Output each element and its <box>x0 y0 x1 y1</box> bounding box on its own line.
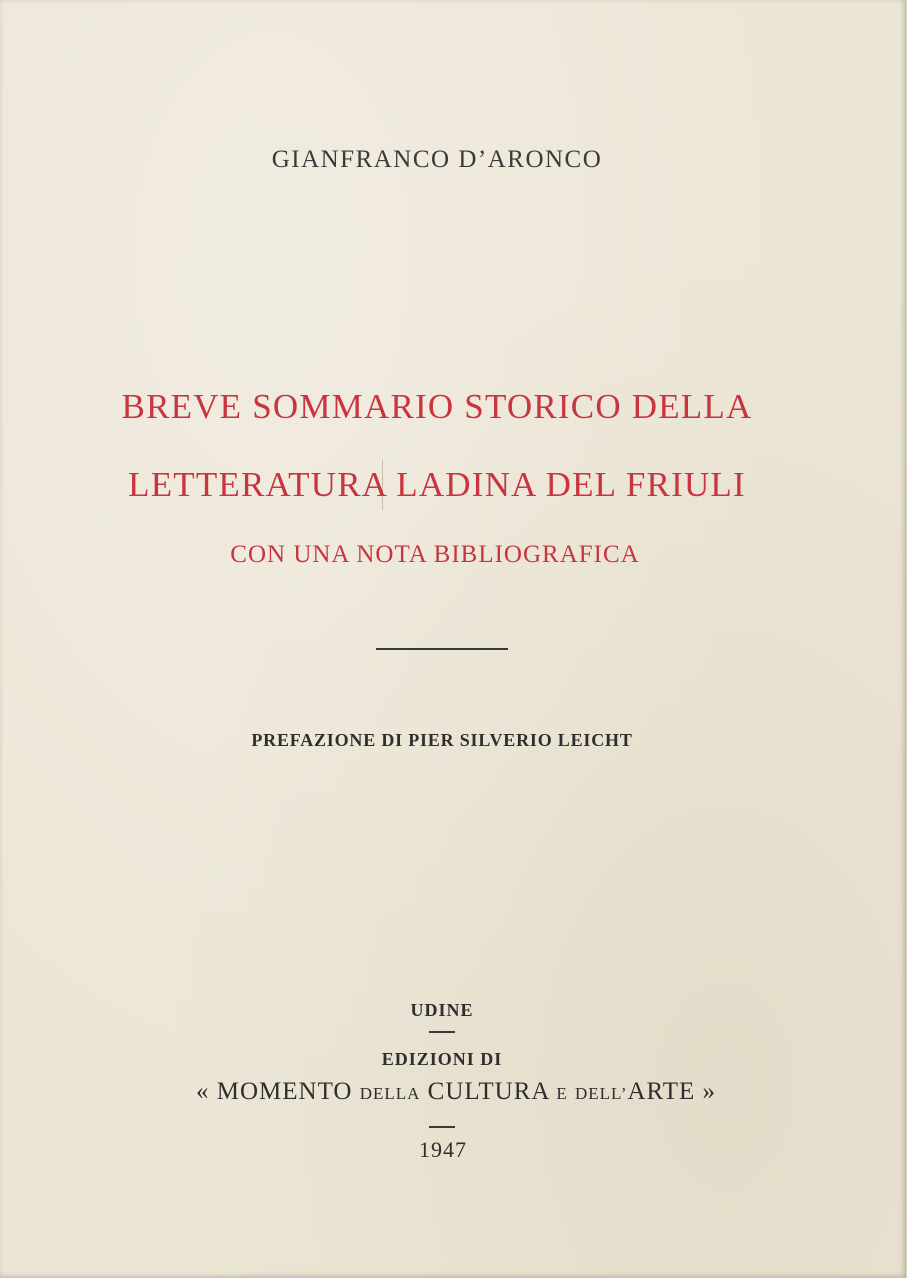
small-divider-rule <box>429 1126 455 1128</box>
title-divider-rule <box>376 648 508 650</box>
publisher-word: CULTURA <box>427 1078 550 1105</box>
preface-credit: PREFAZIONE DI PIER SILVERIO LEICHT <box>251 730 633 750</box>
small-divider-rule <box>429 1031 455 1033</box>
publisher-name <box>0 1078 910 1106</box>
edizioni-label: EDIZIONI DI <box>381 1049 503 1069</box>
publication-year: 1947 <box>419 1137 467 1162</box>
publisher-word: MOMENTO <box>216 1078 353 1105</box>
publication-city: UDINE <box>410 1000 474 1020</box>
subtitle: CON UNA NOTA BIBLIOGRAFICA <box>230 541 640 568</box>
title-line-1: BREVE SOMMARIO STORICO DELLA <box>121 387 753 426</box>
publisher-word: DELL’ARTE <box>574 1078 696 1105</box>
publisher-close-quote: » <box>702 1078 717 1105</box>
title-line-2: LETTERATURA LADINA DEL FRIULI <box>128 465 746 504</box>
publisher-open-quote: « <box>195 1078 210 1105</box>
publisher-word: DELLA <box>359 1084 421 1103</box>
author-name: GIANFRANCO D’ARONCO <box>271 146 603 173</box>
publisher-word: E <box>556 1084 568 1103</box>
